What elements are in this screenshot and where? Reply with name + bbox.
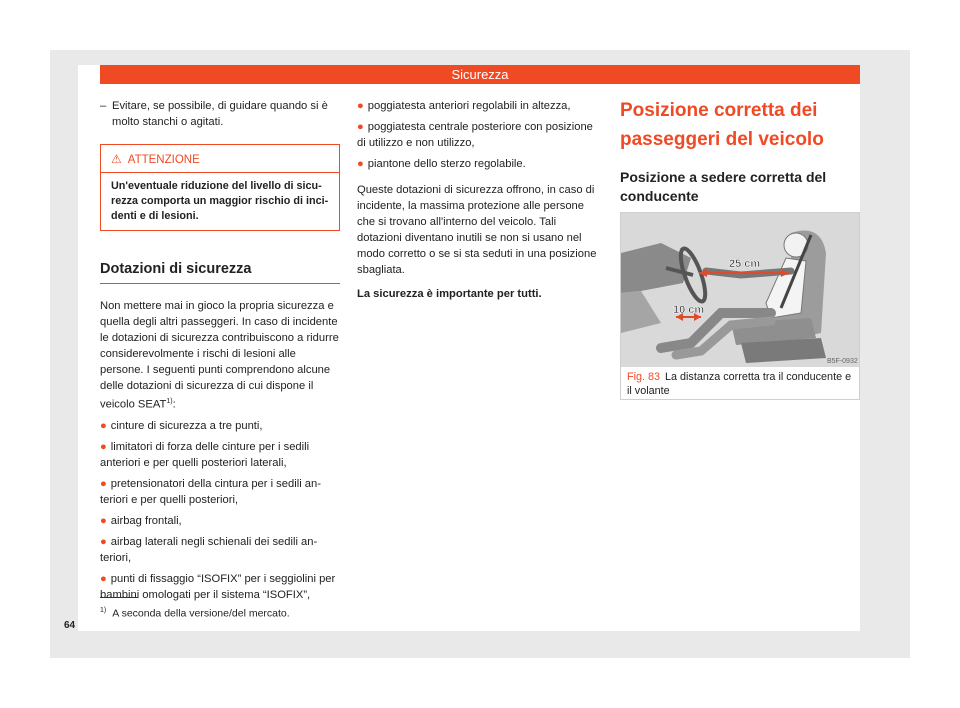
footnote [100,604,290,621]
bullet-text: airbag frontali, [110,514,182,527]
figure-number: Fig. 83 [627,371,661,383]
warning-header [101,145,339,173]
bullet-text: punti di fissaggio “ISOFIX” per i seggiolini per bambini omologati per il sistema “ISOFIX”, [100,572,336,601]
bullet-icon: ● [100,419,107,432]
footnote-text: A seconda della versione/del mercato. [112,607,290,620]
bullet-icon: ● [100,440,107,453]
bullet-icon: ● [100,514,107,527]
intro-paragraph [100,298,340,413]
intro-text: Non mettere mai in gioco la propria sicurezza e quella degli altri passeggeri. In caso di incidente le dotazioni di sicurezza contribuiscono a ridurre considerevolmente i rischi di lesioni alle persone. I seguenti punti comprendono alcune delle dotazioni di sicurezza di cui dispone il veicolo SEAT [100,300,339,411]
bullet-icon: ● [357,158,364,170]
bullet-item [100,418,340,434]
warning-text: Un'eventuale riduzione del livello di sicurezza comporta un maggior rischio di incidenti e di lesioni. [111,180,329,222]
bullet-text: limitatori di forza delle cinture per i sedili anteriori e per quelli posteriori laterali, [100,440,310,469]
bullet-text: poggiatesta centrale posteriore con posizione di utilizzo e non utilizzo, [357,121,593,149]
middle-column [357,98,600,302]
warning-box [100,144,340,231]
bullet-text: piantone dello sterzo regolabile. [367,158,526,170]
bullet-icon: ● [100,535,107,548]
right-column [620,96,858,213]
bullet-text: cinture di sicurezza a tre punti, [110,419,263,432]
bullet-item [100,513,340,529]
bullet-icon: ● [357,121,364,133]
bullet-item [100,476,340,508]
footnote-divider [100,597,138,598]
figure-code: B5F-0932 [827,358,858,365]
section-title: Dotazioni di sicurezza [100,261,340,284]
safety-paragraph: Queste dotazioni di sicurezza offrono, in caso di incidente, la massima protezione alle persone che si trovano all'interno del veicolo. Tali dotazioni diventano inutili se non si usano nel modo corretto o se si sta seduti in una posizione sbagliata. [357,184,597,276]
left-column [100,98,340,603]
bullet-text: pretensionatori della cintura per i sedili anteriori e per quelli posteriori, [100,477,321,506]
intro-colon: : [172,398,176,411]
bullet-text: airbag laterali negli schienali dei sedili anteriori, [100,535,318,564]
warning-title: ATTENZIONE [127,154,200,166]
bullet-text: poggiatesta anteriori regolabili in altezza, [367,100,571,112]
distance-25-label: 25 cm [729,258,761,270]
bullet-item [357,119,600,151]
dash-item-text: Evitare, se possibile, di guidare quando si è molto stanchi o agitati. [112,100,328,128]
page-number: 64 [64,620,76,631]
bold-statement: La sicurezza è importante per tutti. [357,288,542,300]
subsection-title: Posizione a sedere corretta del conducente [620,168,858,213]
figure-83 [620,212,860,400]
warning-triangle-icon: ⚠ [111,152,122,166]
footnote-marker: 1) [100,607,107,614]
bullet-item [100,439,340,471]
chapter-title: Posizione corretta dei passeggeri del veicolo [620,100,824,150]
bullet-item [100,534,340,566]
distance-10-label: 10 cm [673,304,705,316]
bullet-item [357,98,600,114]
section-header: Sicurezza [100,65,860,84]
figure-caption-text: La distanza corretta tra il conducente e il volante [627,371,852,397]
bullet-icon: ● [100,572,107,585]
dash-item: – Evitare, se possibile, di guidare quando si è molto stanchi o agitati. [100,100,328,128]
footnote-ref: 1) [166,398,173,405]
figure-caption [627,370,855,398]
driver-seat-illustration [621,213,859,367]
bullet-icon: ● [357,100,364,112]
bullet-icon: ● [100,477,107,490]
bullet-item [357,156,600,172]
